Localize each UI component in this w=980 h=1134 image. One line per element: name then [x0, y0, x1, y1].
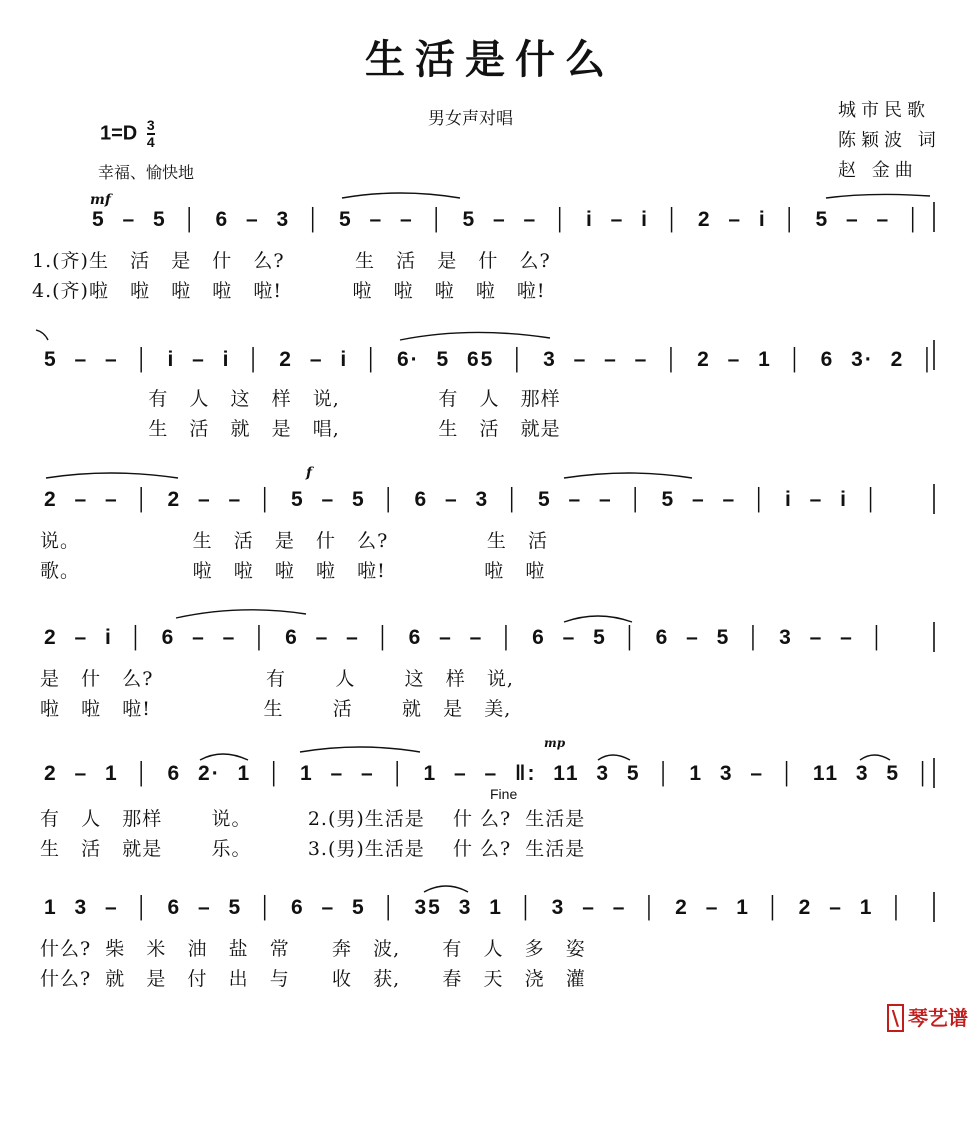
time-sig-top: 3	[146, 117, 155, 133]
logo-text: 琴艺谱	[908, 1006, 968, 1030]
time-sig-bottom: 4	[146, 134, 155, 150]
tie-line-5b	[300, 747, 420, 752]
credit-lyricist: 陈颖波 词	[838, 130, 941, 151]
notes-line-6: 1 3 – │ 6 – 5 │ 6 – 5 │ 35 3 1 │ 3 – – │ 2 – 1 │ 2 – 1 │	[44, 896, 906, 919]
lyrics-line-4-verse-4: 啦 啦 啦! 生 活 就 是 美,	[40, 698, 512, 720]
tie-line-1b	[826, 194, 930, 198]
slur-line-2	[400, 332, 550, 340]
lyrics-line-3-verse-4: 歌。 啦 啦 啦 啦 啦! 啦 啦	[40, 560, 546, 582]
slur-line-5a	[200, 754, 248, 760]
notes-line-3: 2 – – │ 2 – – │ 5 – 5 │ 6 – 3 │ 5 – – │ 5 – – │ i – i │	[44, 488, 880, 511]
lyrics-line-6-verse-2: 什么? 柴 米 油 盐 常 奔 波, 有 人 多 姿	[40, 938, 586, 960]
credit-composer: 赵 金曲	[838, 160, 918, 181]
fine-mark: Fine	[490, 786, 518, 802]
tie-line-3a	[46, 473, 178, 478]
tempo-marking: 幸福、愉快地	[98, 163, 195, 182]
lyrics-line-5-verse-2: 有 人 那样 说。 2.(男)生活是 什 么? 生活是	[40, 808, 586, 830]
dynamic-f: f	[306, 465, 313, 481]
lyrics-line-1-verse-1: 1.(齐)生 活 是 什 么? 生 活 是 什 么?	[32, 250, 551, 272]
slur-line-5d	[860, 755, 890, 760]
notes-line-1: 5 – 5 │ 6 – 3 │ 5 – – │ 5 – – │ i – i │ 2 – i │ 5 – – │	[92, 208, 923, 231]
lyrics-line-6-verse-3: 什么? 就 是 付 出 与 收 获, 春 天 浇 灌	[40, 968, 586, 990]
slur-line-5c	[598, 755, 630, 760]
lyrics-line-2-verse-1: 有 人 这 样 说, 有 人 那样	[92, 388, 561, 410]
tie-line-1	[342, 193, 460, 198]
dynamic-mp: mp	[544, 736, 566, 750]
subtitle: 男女声对唱	[428, 109, 513, 129]
slur-line-4b	[564, 616, 632, 622]
credit-source: 城市民歌	[838, 100, 930, 121]
notes-line-5: 2 – 1 │ 6 2· 1 │ 1 – – │ 1 – – ‖: 11 3 5 │ 1 3 – │ 11 3 5 │	[44, 762, 933, 785]
notes-line-2: 5 – – │ i – i │ 2 – i │ 6· 5 65 │ 3 – – – │ 2 – 1 │ 6 3· 2 │	[44, 348, 937, 371]
notes-line-4: 2 – i │ 6 – – │ 6 – – │ 6 – – │ 6 – 5 │ 6 – 5 │ 3 – – │	[44, 626, 886, 649]
lyrics-line-3-verse-1: 说。 生 活 是 什 么? 生 活	[40, 530, 548, 552]
slur-line-6	[424, 886, 468, 892]
dynamic-mf: mf	[90, 192, 111, 208]
key-text: 1=D	[100, 122, 138, 145]
site-logo	[887, 1002, 968, 1032]
lyrics-line-2-verse-4: 生 活 就 是 唱, 生 活 就是	[92, 418, 561, 440]
lyrics-line-4-verse-1: 是 什 么? 有 人 这 样 说,	[40, 668, 514, 690]
tie-line-3b	[564, 473, 692, 478]
page-title: 生活是什么	[365, 36, 615, 83]
tie-line-2a	[36, 330, 48, 340]
lyrics-line-1-verse-4: 4.(齐)啦 啦 啦 啦 啦! 啦 啦 啦 啦 啦!	[32, 280, 546, 302]
lyrics-line-5-verse-3: 生 活 就是 乐。 3.(男)生活是 什 么? 生活是	[40, 838, 586, 860]
logo-mark-icon: \	[887, 1004, 904, 1032]
tie-line-4a	[176, 610, 306, 618]
